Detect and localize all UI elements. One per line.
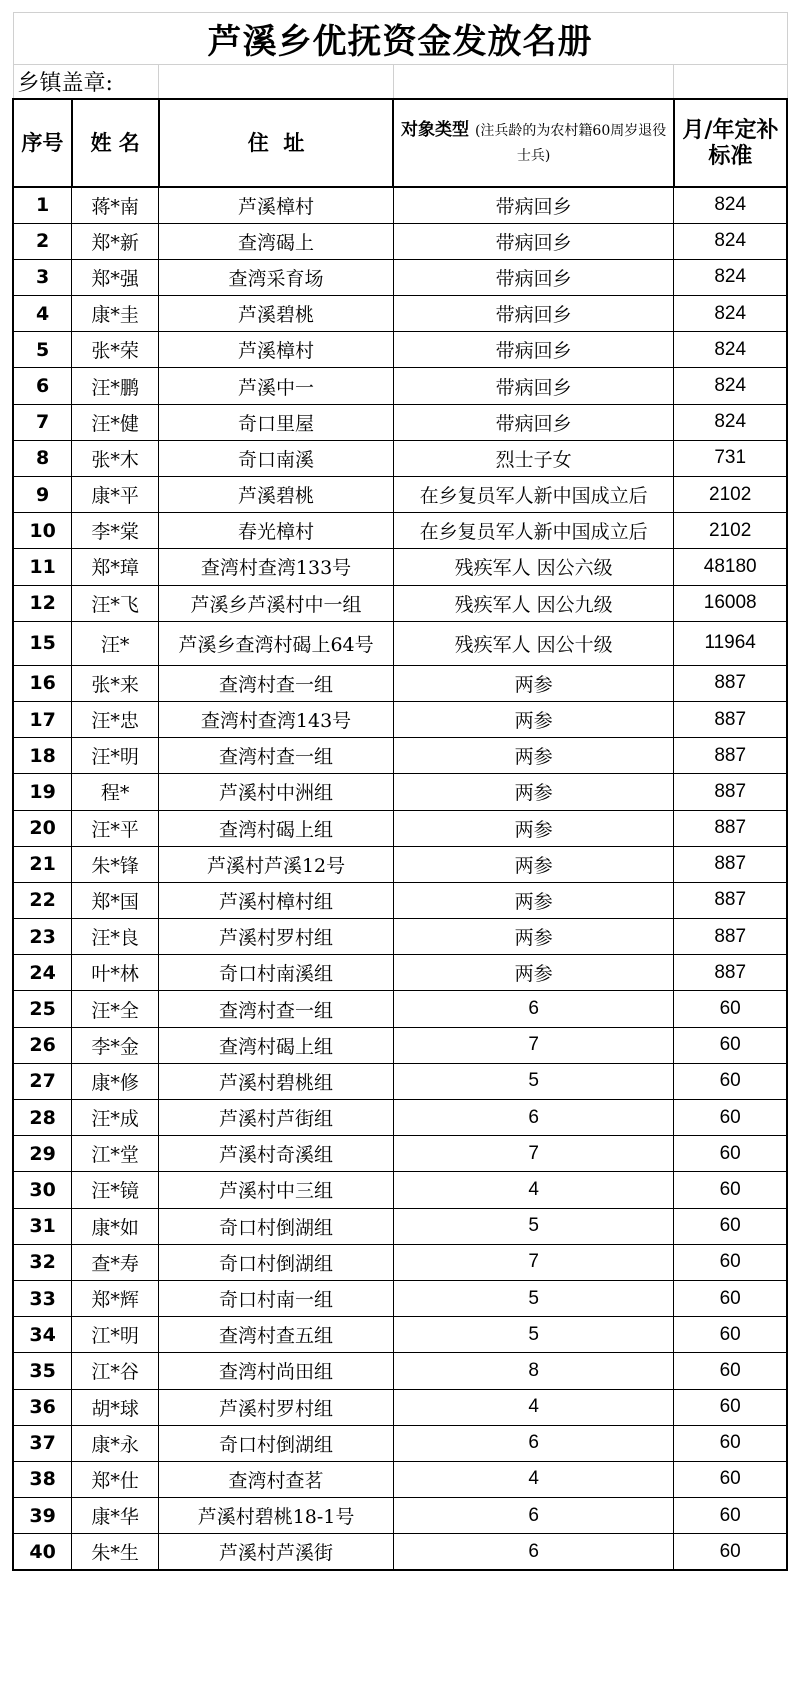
cell-standard: 887 — [674, 810, 787, 846]
table-row — [13, 1027, 787, 1063]
cell-standard: 731 — [674, 440, 787, 476]
cell-address: 奇口村南溪组 — [159, 955, 394, 991]
cell-no: 27 — [13, 1063, 72, 1099]
cell-type: 5 — [393, 1280, 673, 1316]
header-type — [393, 99, 673, 187]
cell-type: 残疾军人 因公六级 — [393, 549, 673, 585]
cell-standard: 887 — [674, 665, 787, 701]
cell-no: 18 — [13, 738, 72, 774]
cell-standard: 60 — [674, 1425, 787, 1461]
table-row — [13, 701, 787, 737]
cell-address: 查湾村碣上组 — [159, 810, 394, 846]
table-row — [13, 549, 787, 585]
cell-no: 2 — [13, 223, 72, 259]
table-row — [13, 223, 787, 259]
cell-address: 查湾村查一组 — [159, 991, 394, 1027]
cell-address: 查湾碣上 — [159, 223, 394, 259]
cell-no: 38 — [13, 1461, 72, 1497]
cell-standard: 60 — [674, 1208, 787, 1244]
cell-standard: 887 — [674, 919, 787, 955]
cell-no: 36 — [13, 1389, 72, 1425]
page-title: 芦溪乡优抚资金发放名册 — [13, 13, 787, 65]
cell-name: 查*寿 — [72, 1244, 159, 1280]
cell-type: 4 — [393, 1389, 673, 1425]
cell-no: 11 — [13, 549, 72, 585]
table-row — [13, 1498, 787, 1534]
table-row — [13, 810, 787, 846]
cell-address: 奇口村南一组 — [159, 1280, 394, 1316]
cell-standard: 60 — [674, 1172, 787, 1208]
cell-no: 6 — [13, 368, 72, 404]
table-row — [13, 332, 787, 368]
cell-name: 郑*辉 — [72, 1280, 159, 1316]
table-row — [13, 1353, 787, 1389]
title-row — [13, 13, 787, 65]
cell-type: 残疾军人 因公九级 — [393, 585, 673, 621]
header-row — [13, 99, 787, 187]
cell-name: 汪*镜 — [72, 1172, 159, 1208]
cell-name: 郑*国 — [72, 882, 159, 918]
cell-address: 芦溪樟村 — [159, 187, 394, 223]
cell-standard: 887 — [674, 738, 787, 774]
cell-address: 芦溪村碧桃18-1号 — [159, 1498, 394, 1534]
cell-no: 28 — [13, 1100, 72, 1136]
cell-address: 芦溪村碧桃组 — [159, 1063, 394, 1099]
cell-name: 康*修 — [72, 1063, 159, 1099]
header-type-note: (注兵龄的为农村籍60周岁退役士兵) — [474, 123, 667, 164]
table-row — [13, 621, 787, 665]
header-address: 住 址 — [159, 99, 394, 187]
cell-name: 李*金 — [72, 1027, 159, 1063]
cell-address: 查湾村查湾133号 — [159, 549, 394, 585]
cell-no: 30 — [13, 1172, 72, 1208]
cell-standard: 60 — [674, 1136, 787, 1172]
cell-address: 芦溪碧桃 — [159, 477, 394, 513]
table-row — [13, 404, 787, 440]
cell-no: 5 — [13, 332, 72, 368]
cell-address: 芦溪碧桃 — [159, 296, 394, 332]
cell-type: 两参 — [393, 774, 673, 810]
table-row — [13, 846, 787, 882]
stamp-label: 乡镇盖章: — [13, 65, 159, 100]
cell-standard: 824 — [674, 332, 787, 368]
cell-type: 带病回乡 — [393, 332, 673, 368]
table-row — [13, 187, 787, 223]
cell-type: 4 — [393, 1172, 673, 1208]
cell-no: 20 — [13, 810, 72, 846]
cell-standard: 60 — [674, 1244, 787, 1280]
cell-type: 6 — [393, 1100, 673, 1136]
cell-name: 郑*强 — [72, 259, 159, 295]
cell-name: 康*平 — [72, 477, 159, 513]
cell-name: 汪*健 — [72, 404, 159, 440]
cell-address: 查湾村查五组 — [159, 1317, 394, 1353]
cell-type: 两参 — [393, 846, 673, 882]
cell-name: 江*堂 — [72, 1136, 159, 1172]
header-standard: 月/年定补标准 — [674, 99, 787, 187]
cell-standard: 824 — [674, 296, 787, 332]
cell-standard: 2102 — [674, 477, 787, 513]
cell-type: 6 — [393, 1534, 673, 1570]
table-row — [13, 1389, 787, 1425]
cell-no: 1 — [13, 187, 72, 223]
register-sheet — [12, 12, 788, 1571]
table-row — [13, 1317, 787, 1353]
cell-no: 10 — [13, 513, 72, 549]
table-row — [13, 991, 787, 1027]
cell-standard: 60 — [674, 1389, 787, 1425]
cell-name: 张*荣 — [72, 332, 159, 368]
cell-no: 39 — [13, 1498, 72, 1534]
cell-address: 查湾村查一组 — [159, 738, 394, 774]
table-row — [13, 1244, 787, 1280]
cell-standard: 60 — [674, 1534, 787, 1570]
table-row — [13, 1280, 787, 1316]
cell-no: 15 — [13, 621, 72, 665]
table-row — [13, 955, 787, 991]
table-row — [13, 1425, 787, 1461]
cell-name: 汪*成 — [72, 1100, 159, 1136]
stamp-row — [13, 65, 787, 100]
cell-no: 22 — [13, 882, 72, 918]
cell-standard: 824 — [674, 368, 787, 404]
cell-type: 带病回乡 — [393, 223, 673, 259]
cell-address: 查湾村查湾143号 — [159, 701, 394, 737]
cell-address: 春光樟村 — [159, 513, 394, 549]
cell-no: 29 — [13, 1136, 72, 1172]
cell-type: 带病回乡 — [393, 368, 673, 404]
cell-type: 带病回乡 — [393, 259, 673, 295]
cell-no: 32 — [13, 1244, 72, 1280]
cell-name: 汪*平 — [72, 810, 159, 846]
cell-type: 带病回乡 — [393, 187, 673, 223]
cell-type: 6 — [393, 1498, 673, 1534]
cell-type: 在乡复员军人新中国成立后 — [393, 513, 673, 549]
cell-address: 查湾村查茗 — [159, 1461, 394, 1497]
cell-name: 汪* — [72, 621, 159, 665]
cell-name: 郑*璋 — [72, 549, 159, 585]
cell-standard: 16008 — [674, 585, 787, 621]
cell-type: 带病回乡 — [393, 404, 673, 440]
cell-no: 17 — [13, 701, 72, 737]
cell-name: 胡*球 — [72, 1389, 159, 1425]
cell-address: 奇口村倒湖组 — [159, 1208, 394, 1244]
cell-type: 8 — [393, 1353, 673, 1389]
cell-no: 37 — [13, 1425, 72, 1461]
cell-no: 19 — [13, 774, 72, 810]
cell-no: 33 — [13, 1280, 72, 1316]
cell-address: 芦溪村樟村组 — [159, 882, 394, 918]
cell-name: 朱*生 — [72, 1534, 159, 1570]
table-row — [13, 296, 787, 332]
cell-name: 汪*明 — [72, 738, 159, 774]
header-type-main: 对象类型 — [401, 120, 470, 141]
cell-address: 芦溪村芦溪12号 — [159, 846, 394, 882]
cell-type: 烈士子女 — [393, 440, 673, 476]
table-row — [13, 919, 787, 955]
cell-standard: 824 — [674, 223, 787, 259]
cell-name: 康*华 — [72, 1498, 159, 1534]
cell-name: 张*木 — [72, 440, 159, 476]
cell-standard: 60 — [674, 1498, 787, 1534]
cell-address: 查湾村碣上组 — [159, 1027, 394, 1063]
table-row — [13, 477, 787, 513]
cell-address: 芦溪村芦溪街 — [159, 1534, 394, 1570]
cell-standard: 60 — [674, 1317, 787, 1353]
cell-type: 5 — [393, 1063, 673, 1099]
cell-name: 蒋*南 — [72, 187, 159, 223]
cell-name: 郑*仕 — [72, 1461, 159, 1497]
cell-address: 芦溪村中三组 — [159, 1172, 394, 1208]
table-row — [13, 259, 787, 295]
cell-standard: 824 — [674, 259, 787, 295]
table-row — [13, 440, 787, 476]
cell-address: 芦溪村罗村组 — [159, 919, 394, 955]
table-row — [13, 513, 787, 549]
table-row — [13, 1136, 787, 1172]
cell-name: 江*明 — [72, 1317, 159, 1353]
cell-address: 芦溪村奇溪组 — [159, 1136, 394, 1172]
cell-no: 25 — [13, 991, 72, 1027]
cell-type: 两参 — [393, 955, 673, 991]
cell-no: 26 — [13, 1027, 72, 1063]
cell-standard: 887 — [674, 955, 787, 991]
cell-address: 奇口村倒湖组 — [159, 1244, 394, 1280]
cell-address: 奇口村倒湖组 — [159, 1425, 394, 1461]
cell-address: 查湾村尚田组 — [159, 1353, 394, 1389]
cell-no: 16 — [13, 665, 72, 701]
table-row — [13, 1172, 787, 1208]
cell-type: 两参 — [393, 919, 673, 955]
cell-name: 张*来 — [72, 665, 159, 701]
cell-no: 9 — [13, 477, 72, 513]
cell-address: 查湾村查一组 — [159, 665, 394, 701]
table-row — [13, 1208, 787, 1244]
cell-standard: 824 — [674, 404, 787, 440]
stamp-cell — [159, 65, 394, 100]
cell-address: 芦溪中一 — [159, 368, 394, 404]
cell-name: 汪*鹏 — [72, 368, 159, 404]
cell-address: 奇口里屋 — [159, 404, 394, 440]
cell-no: 7 — [13, 404, 72, 440]
cell-address: 芦溪乡查湾村碣上64号 — [159, 621, 394, 665]
cell-standard: 60 — [674, 1461, 787, 1497]
cell-standard: 887 — [674, 774, 787, 810]
cell-type: 两参 — [393, 665, 673, 701]
cell-type: 在乡复员军人新中国成立后 — [393, 477, 673, 513]
cell-name: 汪*全 — [72, 991, 159, 1027]
cell-standard: 60 — [674, 1280, 787, 1316]
table-row — [13, 1100, 787, 1136]
cell-standard: 824 — [674, 187, 787, 223]
header-no: 序号 — [13, 99, 72, 187]
cell-no: 23 — [13, 919, 72, 955]
cell-no: 3 — [13, 259, 72, 295]
cell-type: 残疾军人 因公十级 — [393, 621, 673, 665]
cell-address: 查湾采育场 — [159, 259, 394, 295]
table-row — [13, 368, 787, 404]
cell-no: 34 — [13, 1317, 72, 1353]
cell-name: 朱*锋 — [72, 846, 159, 882]
stamp-cell — [393, 65, 673, 100]
cell-type: 两参 — [393, 882, 673, 918]
cell-address: 芦溪村芦街组 — [159, 1100, 394, 1136]
table-row — [13, 585, 787, 621]
cell-no: 31 — [13, 1208, 72, 1244]
cell-type: 4 — [393, 1461, 673, 1497]
cell-name: 汪*飞 — [72, 585, 159, 621]
cell-address: 芦溪村中洲组 — [159, 774, 394, 810]
cell-type: 6 — [393, 1425, 673, 1461]
cell-type: 两参 — [393, 738, 673, 774]
cell-standard: 887 — [674, 882, 787, 918]
table-row — [13, 665, 787, 701]
cell-address: 奇口南溪 — [159, 440, 394, 476]
cell-standard: 60 — [674, 1063, 787, 1099]
cell-standard: 60 — [674, 1100, 787, 1136]
table-row — [13, 1534, 787, 1570]
cell-standard: 48180 — [674, 549, 787, 585]
cell-no: 12 — [13, 585, 72, 621]
cell-standard: 11964 — [674, 621, 787, 665]
cell-type: 两参 — [393, 701, 673, 737]
header-name: 姓 名 — [72, 99, 159, 187]
cell-name: 程* — [72, 774, 159, 810]
cell-no: 21 — [13, 846, 72, 882]
cell-address: 芦溪樟村 — [159, 332, 394, 368]
register-table — [12, 12, 788, 1571]
cell-name: 江*谷 — [72, 1353, 159, 1389]
cell-no: 4 — [13, 296, 72, 332]
cell-no: 40 — [13, 1534, 72, 1570]
table-row — [13, 738, 787, 774]
cell-type: 带病回乡 — [393, 296, 673, 332]
cell-standard: 60 — [674, 1353, 787, 1389]
cell-type: 6 — [393, 991, 673, 1027]
stamp-cell — [674, 65, 787, 100]
cell-type: 7 — [393, 1027, 673, 1063]
cell-standard: 887 — [674, 846, 787, 882]
cell-name: 康*如 — [72, 1208, 159, 1244]
cell-standard: 60 — [674, 1027, 787, 1063]
cell-address: 芦溪村罗村组 — [159, 1389, 394, 1425]
cell-address: 芦溪乡芦溪村中一组 — [159, 585, 394, 621]
cell-type: 两参 — [393, 810, 673, 846]
cell-type: 7 — [393, 1136, 673, 1172]
cell-no: 35 — [13, 1353, 72, 1389]
cell-type: 5 — [393, 1208, 673, 1244]
cell-name: 汪*忠 — [72, 701, 159, 737]
table-row — [13, 774, 787, 810]
cell-no: 8 — [13, 440, 72, 476]
cell-type: 7 — [393, 1244, 673, 1280]
cell-name: 李*棠 — [72, 513, 159, 549]
cell-no: 24 — [13, 955, 72, 991]
cell-type: 5 — [393, 1317, 673, 1353]
cell-standard: 60 — [674, 991, 787, 1027]
table-row — [13, 1461, 787, 1497]
cell-name: 康*永 — [72, 1425, 159, 1461]
cell-standard: 887 — [674, 701, 787, 737]
cell-name: 康*圭 — [72, 296, 159, 332]
cell-name: 汪*良 — [72, 919, 159, 955]
cell-name: 郑*新 — [72, 223, 159, 259]
table-row — [13, 1063, 787, 1099]
cell-standard: 2102 — [674, 513, 787, 549]
table-row — [13, 882, 787, 918]
cell-name: 叶*林 — [72, 955, 159, 991]
